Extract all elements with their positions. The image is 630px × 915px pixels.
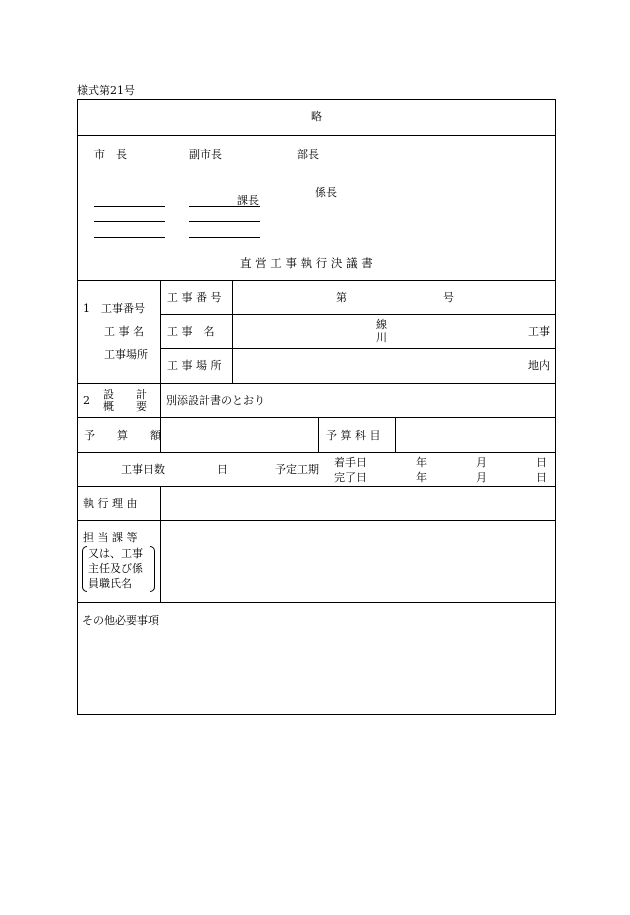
divider — [160, 486, 161, 602]
director-label: 部長 — [297, 148, 319, 161]
work-name-left-label: 工 事 名 — [104, 325, 144, 338]
end-month: 月 — [476, 471, 487, 484]
divider — [160, 348, 556, 349]
start-year: 年 — [416, 456, 427, 469]
work-number-label: 工 事 番 号 — [167, 291, 222, 304]
divider — [77, 135, 556, 136]
work-name-line: 線 — [376, 318, 387, 331]
deputy-mayor-label: 副市長 — [189, 148, 222, 161]
divider — [77, 520, 556, 521]
divider — [77, 486, 556, 487]
signature-line — [189, 237, 260, 238]
signature-line — [94, 237, 165, 238]
other-label: その他必要事項 — [82, 614, 159, 627]
work-place-label: 工 事 場 所 — [167, 359, 222, 372]
charge-label: 担 当 課 等 — [83, 531, 138, 544]
signature-line — [189, 221, 260, 222]
start-day: 日 — [536, 456, 547, 469]
end-day: 日 — [536, 471, 547, 484]
section-chief-label: 課長 — [237, 194, 259, 207]
divider — [77, 417, 556, 418]
divider — [77, 452, 556, 453]
work-name-suffix: 工事 — [528, 325, 550, 338]
budget-label: 予 算 額 — [84, 429, 161, 442]
divider — [77, 602, 556, 603]
signature-line — [189, 206, 260, 207]
end-year: 年 — [416, 471, 427, 484]
divider — [160, 314, 556, 315]
work-days-unit: 日 — [217, 463, 228, 476]
work-days-label: 工事日数 — [121, 463, 165, 476]
design-value: 別添設計書のとおり — [166, 394, 265, 407]
mayor-label: 市 長 — [94, 148, 127, 161]
charge-paren-line1: 又は、工事 — [88, 547, 143, 560]
reason-label: 執 行 理 由 — [83, 497, 138, 510]
work-number-prefix: 第 — [336, 291, 347, 304]
divider — [232, 280, 233, 383]
form-number: 様式第21号 — [77, 84, 135, 97]
divider — [318, 417, 319, 452]
subsection-chief-label: 係長 — [315, 186, 337, 199]
design-label-1: 設 計 — [103, 388, 147, 401]
divider — [395, 417, 396, 452]
start-label: 着手日 — [334, 456, 367, 469]
abbrev-label: 略 — [311, 110, 322, 123]
design-label-2: 概 要 — [103, 400, 147, 413]
work-name-river: 川 — [376, 331, 387, 344]
schedule-label: 予定工期 — [275, 463, 319, 476]
end-label: 完了日 — [334, 471, 367, 484]
charge-paren-line3: 員職氏名 — [88, 577, 132, 590]
budget-item-label: 予 算 科 目 — [326, 429, 381, 442]
signature-line — [94, 221, 165, 222]
work-number-left-label: 1 工事番号 — [83, 302, 145, 315]
document-title: 直 営 工 事 執 行 決 議 書 — [240, 256, 373, 270]
divider — [160, 280, 161, 452]
signature-line — [94, 206, 165, 207]
work-place-left-label: 工事場所 — [104, 348, 148, 361]
divider — [77, 280, 556, 281]
left-bracket — [82, 546, 87, 592]
start-month: 月 — [476, 456, 487, 469]
design-number: 2 — [83, 394, 90, 407]
work-place-suffix: 地内 — [528, 359, 550, 372]
work-name-label: 工 事 名 — [167, 325, 215, 338]
right-bracket — [150, 546, 155, 592]
charge-paren-line2: 主任及び係 — [88, 562, 143, 575]
work-number-suffix: 号 — [443, 291, 454, 304]
divider — [77, 383, 556, 384]
